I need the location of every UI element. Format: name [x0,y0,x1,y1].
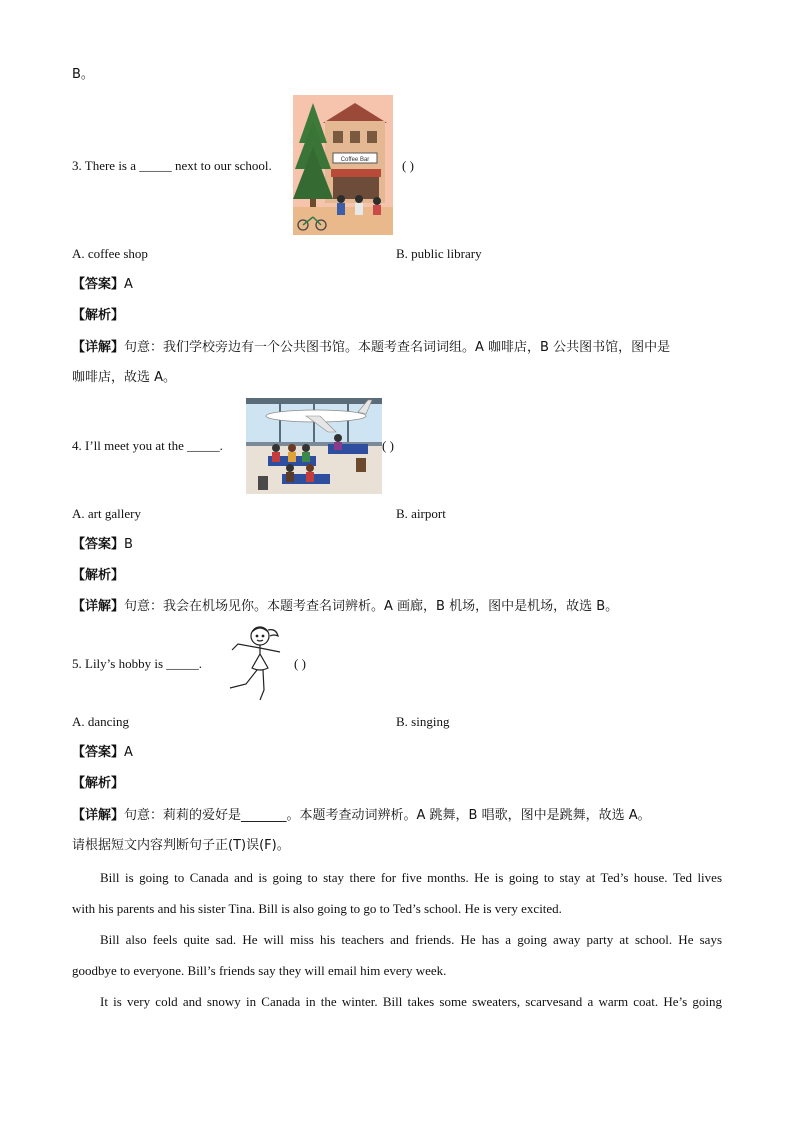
q3-detail-line-2: 咖啡店，故选 A。 [72,370,177,385]
q4-option-a: A. art gallery [72,506,141,521]
q5-answer: A [124,745,133,760]
airport-svg [246,398,382,494]
answer-tag: 【答案】 [72,277,125,292]
q5-answer-paren: ( ) [294,656,306,671]
coffee-sign-text: Coffee Bar [340,157,370,163]
passage-p1-line-2: with his parents and his sister Tina. Bill is also going to go to Ted’s school. He is very excited. [72,901,562,916]
q3-answer: A [124,277,133,292]
q4-detail-text-1: 句意：我会在机场见你。本题考查名词辨析。A 画廊，B 机场，图中是机场，故选 B。 [124,599,619,614]
dancing-girl-svg [224,622,288,704]
q5-analysis-tag [72,775,124,793]
analysis-tag: 【解析】 [72,308,125,323]
answer-tag: 【答案】 [72,745,125,760]
coffee-shop-illustration [293,95,393,235]
q4-answer-paren: ( ) [382,438,394,453]
q5-answer-line [72,744,133,762]
passage-p3-line-1: It is very cold and snowy in Canada in the winter. Bill takes some sweaters, scarvesand a warm coat. He’s going [100,994,722,1009]
q4-answer-line [72,536,133,554]
detail-tag: 【详解】 [72,808,125,823]
passage-p2-line-2: goodbye to everyone. Bill’s friends say they will email him every week. [72,963,447,978]
q5-stem: 5. Lily’s hobby is _____. [72,656,203,671]
q5-option-b: B. singing [396,714,450,729]
dancing-girl-drawing [224,622,288,704]
q3-option-b: B. public library [396,246,482,261]
airport-lounge-illustration [246,398,382,494]
q4-analysis-tag [72,567,124,585]
q4-stem: 4. I’ll meet you at the _____. [72,438,223,453]
q3-analysis-tag [72,307,124,325]
passage-p1-line-1: Bill is going to Canada and is going to stay there for five months. He is going to stay at Ted’s house. Ted lives [100,870,722,885]
passage-p2-line-1: Bill also feels quite sad. He will miss his teachers and friends. He has a going away party at school. He says [100,932,722,947]
q5-detail-text-1: 句意：莉莉的爱好是_______。本题考查动词辨析。A 跳舞，B 唱歌，图中是跳舞，故选 A。 [124,808,651,823]
analysis-tag: 【解析】 [72,568,125,583]
q4-option-b: B. airport [396,506,446,521]
q3-answer-paren: ( ) [402,158,414,173]
answer-tag: 【答案】 [72,537,125,552]
previous-answer-tail: B。 [72,67,94,82]
q3-option-a: A. coffee shop [72,246,148,261]
detail-tag: 【详解】 [72,599,125,614]
q3-detail-line-1 [72,339,670,357]
q3-answer-line [72,276,133,294]
q4-detail-line-1 [72,598,618,616]
section-instruction: 请根据短文内容判断句子正(T)误(F)。 [72,838,290,853]
analysis-tag: 【解析】 [72,776,125,791]
q3-detail-text-1: 句意：我们学校旁边有一个公共图书馆。本题考查名词词组。A 咖啡店，B 公共图书馆，图中是 [124,340,671,355]
q5-detail-line-1 [72,807,651,825]
q4-answer: B [124,537,133,552]
coffee-shop-svg [293,95,393,235]
q3-stem: 3. There is a _____ next to our school. [72,158,272,173]
q5-option-a: A. dancing [72,714,130,729]
detail-tag: 【详解】 [72,340,125,355]
